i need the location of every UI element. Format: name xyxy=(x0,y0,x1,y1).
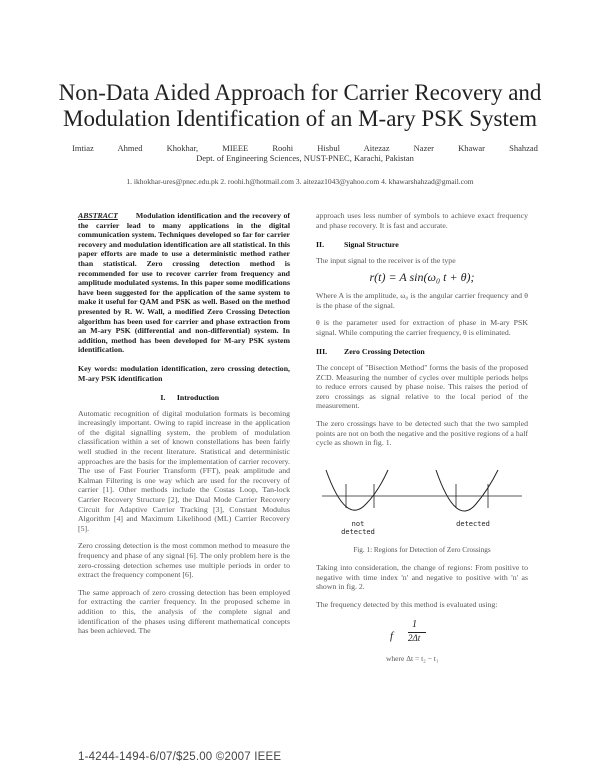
author-block xyxy=(60,143,550,163)
waveform-right xyxy=(436,470,498,511)
zcd-paragraph-4: The frequency detected by this method is evaluated using: xyxy=(316,600,498,610)
abstract xyxy=(78,211,290,355)
left-column xyxy=(78,211,290,644)
section-heading-zero-crossing xyxy=(316,347,528,357)
frequency-equation xyxy=(316,618,528,666)
freq-denominator: 2Δt xyxy=(408,632,421,643)
freq-numerator: 1 xyxy=(412,618,417,630)
section-heading-signal-structure xyxy=(316,240,528,250)
right-column xyxy=(316,211,528,666)
title-line-2: Modulation Identification of an M-ary PSK System xyxy=(63,106,537,131)
abstract-text: Modulation identification and the recovery of the carrier lead to many applications in the digital communication system. Techniques developed so far for carrier recovery and modulation identification are all statistical. In this paper efforts are made to use a deterministic method rather than statistical. Zero crossing detection method is recommended for use to recover carrier from frequency and amplitude modulated systems. In this paper some modifications have been suggested for the application of the same system to make it useful for QAM and PSK as well. Based on the method presented by R. W. Wall, a modified Zero Crossing Detection algorithm has been used for carrier and phase extraction from an M-ary PSK (differential and non-differential) system. In addition, method has been developed for M-ary PSK system identification. xyxy=(78,211,290,355)
section-heading-introduction xyxy=(78,393,290,403)
right-paragraph-1: approach uses less number of symbols to achieve exact frequency and phase recovery. It is fast and accurate. xyxy=(316,211,528,230)
zero-crossing-figure xyxy=(316,456,528,542)
author-affiliation: Dept. of Engineering Sciences, NUST-PNEC, Karachi, Pakistan xyxy=(196,153,414,163)
intro-paragraph-3: The same approach of zero crossing detection has been employed for extracting the carrier frequency. In the proposed scheme in addition to this, the analysis of the complete signal and identification of the phases using different mathematical concepts has been achieved. The xyxy=(78,587,290,636)
title-line-1: Non-Data Aided Approach for Carrier Recovery and xyxy=(58,80,542,105)
intro-paragraph-2: Zero crossing detection is the most common method to measure the frequency and phase of any signal [6]. The only problem here is the zero-crossing detection schemes use multiple periods in order to extract the frequency component [6]. xyxy=(78,541,290,580)
keywords xyxy=(78,364,290,383)
label-detected: detected xyxy=(456,519,490,528)
waveform-left xyxy=(326,470,388,510)
section-title: Zero Crossing Detection xyxy=(344,347,425,357)
keywords-label: Key words: xyxy=(78,363,118,373)
section-number: I. xyxy=(160,393,166,403)
signal-equation: r(t) = A sin(ω₀ t + θ); xyxy=(369,270,475,285)
section-number: II. xyxy=(316,240,325,250)
freq-where: where Δt = t₂ − t₁ xyxy=(386,653,439,663)
abstract-label: ABSTRACT xyxy=(78,211,118,220)
theta-paragraph: θ is the parameter used for extraction of phase in M-ary PSK signal. While computing the carrier frequency, θ is eliminated. xyxy=(316,318,528,337)
figure-caption: Fig. 1: Regions for Detection of Zero Crossings xyxy=(353,545,491,554)
zcd-paragraph-3: Taking into consideration, the change of regions: From positive to negative with time index 'n' and negative to positive with 'n' as shown in fig. 2. xyxy=(316,563,528,592)
intro-paragraph-1: Automatic recognition of digital modulation formats is becoming increasingly important. Owing to rapid increase in the application of the digital signalling system, the problem of modulation classification within a set of known constellations has been fairly well studied in the recent literature. Statistical and deterministic approaches are the basis for the implementation of carrier recovery. The use of Fast Fourier Transform (FFT), peak amplitude and Kalman Filtering is one way which are used for the recovery of carrier [1]. Other methods include the Costas Loop, Tan-lock Carrier Recovery Structure [2], the Dual Mode Carrier Recovery Circuit for Adaptive Carrier Tracking [3], Constant Modulus Algorithm [4] and Maximum Likelihood (ML) Carrier Recovery [5]. xyxy=(78,408,290,533)
author-names: Imtiaz Ahmed Khokhar, MIEEE Roohi Hisbul Aitezaz Nazer Khawar Shahzad xyxy=(72,143,538,153)
label-not-detected: not detected xyxy=(341,519,375,536)
freq-symbol: f xyxy=(390,629,394,642)
signal-intro: The input signal to the receiver is of the type xyxy=(316,255,456,265)
section-title: Signal Structure xyxy=(344,240,399,250)
zcd-paragraph-1: The concept of "Bisection Method" forms the basis of the proposed ZCD. Measuring the number of cycles over multiple periods helps to reduce errors caused by phase noise. This raises the period of zero crossings as signal relative to the local period of the measurement. xyxy=(316,362,528,411)
author-emails: 1. ikhokhar-ures@pnec.edu.pk 2. roohi.h@hotmail.com 3. aitezaz1043@yahoo.com 4. khawarshahzad@gmail.com xyxy=(126,177,474,186)
keywords-text: modulation identification, zero crossing detection, M-ary PSK identification xyxy=(78,363,290,383)
section-number: III. xyxy=(316,347,328,357)
paper-title xyxy=(40,80,560,132)
signal-where: Where A is the amplitude, ω₀ is the angular carrier frequency and θ is the phase of the signal. xyxy=(316,290,528,310)
section-title: Introduction xyxy=(176,393,220,403)
copyright-footer: 1-4244-1494-6/07/$25.00 ©2007 IEEE xyxy=(78,751,282,763)
zcd-paragraph-2: The zero crossings have to be detected such that the two sampled points are not on both the negative and the positive regions of a half cycle as shown in fig. 1. xyxy=(316,418,528,448)
